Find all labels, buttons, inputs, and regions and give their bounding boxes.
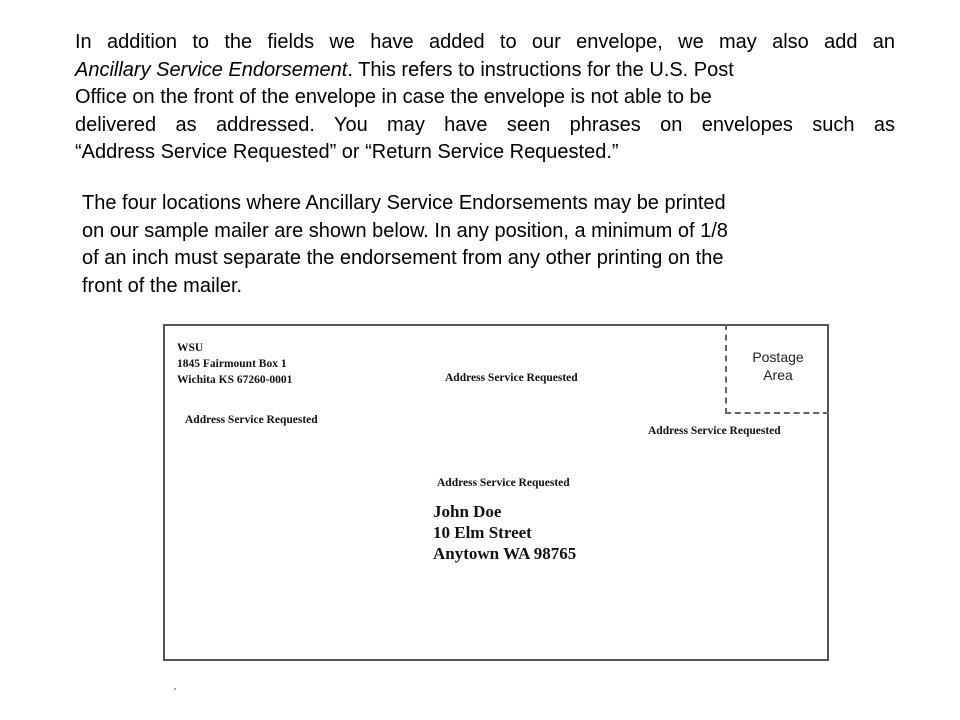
- postage-area-label: [727, 348, 829, 384]
- sample-mailer-envelope: [163, 324, 829, 661]
- return-address: [177, 340, 292, 388]
- intro-line-3: Office on the front of the envelope in case the envelope is not able to be: [75, 86, 712, 108]
- postage-area-box: [725, 324, 829, 414]
- intro-line-5: “Address Service Requested” or “Return Service Requested.”: [75, 141, 619, 163]
- endorsement-above-address: Address Service Requested: [437, 477, 570, 489]
- intro-line-1: In addition to the fields we have added to our envelope, we may also add an: [75, 31, 895, 53]
- endorsement-term: Ancillary Service Endorsement: [75, 58, 348, 81]
- endorsement-right: Address Service Requested: [648, 425, 781, 437]
- delivery-address-line: John Doe: [433, 502, 502, 521]
- intro-paragraph: [75, 29, 895, 167]
- endorsement-top-center: Address Service Requested: [445, 372, 578, 384]
- locations-line-4: front of the mailer.: [82, 274, 243, 297]
- intro-line-4: delivered as addressed. You may have seen phrases on envelopes such as: [75, 113, 895, 136]
- delivery-address-line: Anytown WA 98765: [433, 544, 577, 563]
- locations-line-3: of an inch must separate the endorsement from any other printing on the: [82, 247, 724, 269]
- locations-paragraph: [82, 190, 872, 300]
- intro-line-2: [75, 57, 895, 85]
- delivery-address: [433, 501, 576, 564]
- delivery-address-line: 10 Elm Street: [433, 523, 532, 542]
- postage-label-line: Area: [763, 367, 793, 383]
- return-address-line: WSU: [177, 342, 204, 354]
- intro-line-2-rest: . This refers to instructions for the U.S. Post: [347, 58, 734, 81]
- endorsement-left: Address Service Requested: [185, 414, 318, 426]
- scan-speck: [174, 688, 176, 690]
- locations-line-2: on our sample mailer are shown below. In any position, a minimum of 1/8: [82, 219, 728, 242]
- return-address-line: Wichita KS 67260-0001: [177, 374, 293, 386]
- return-address-line: 1845 Fairmount Box 1: [177, 358, 287, 370]
- postage-label-line: Postage: [752, 349, 804, 365]
- locations-line-1: The four locations where Ancillary Service Endorsements may be printed: [82, 192, 726, 214]
